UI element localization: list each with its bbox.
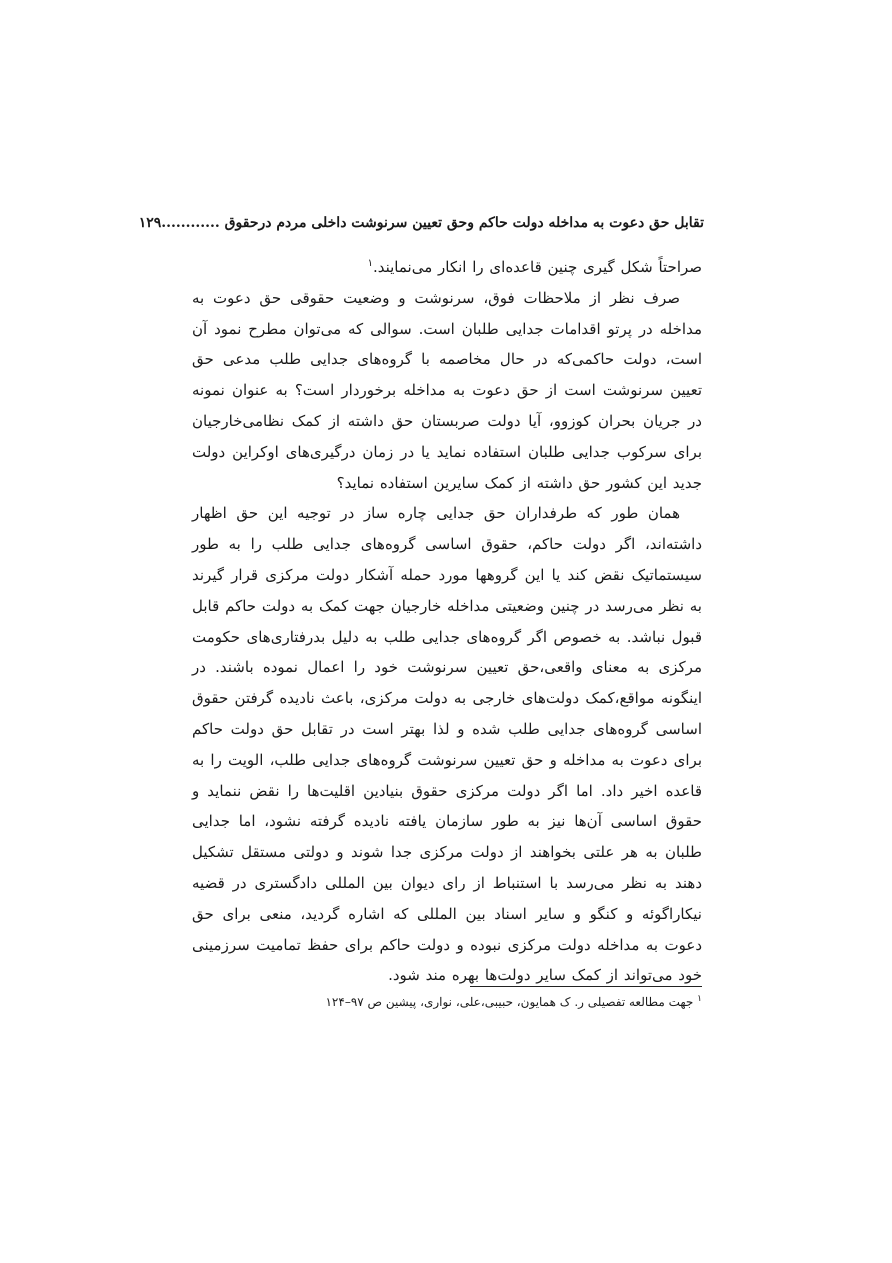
paragraph-3: همان طور که طرفداران حق جدایی چاره ساز در توجیه این حق اظهار داشته‌اند، اگر دولت حاکم، حقوق اساسی گروه‌های جدایی طلب را به طور سیستماتیک نقض کند یا این گروهها مورد حمله آشکار دولت مرکزی قرار گیرند به نظر می‌رسد در چنین وضعیتی مداخله خارجیان جهت کمک به دولت حاکم قابل قبول نباشد. به خصوص اگر گروه‌های جدایی طلب به دلیل بدرفتاری‌های حکومت مرکزی به معنای واقعی،حق تعیین سرنوشت خود را اعمال نموده باشند. در اینگونه مواقع،کمک دولت‌های خارجی به دولت مرکزی، باعث نادیده گرفتن حقوق اساسی گروه‌های جدایی طلب شده و لذا بهتر است در تقابل حق دولت حاکم برای دعوت به مداخله و حق تعیین سرنوشت گروه‌های جدایی طلب، الویت را به قاعده اخیر داد. اما اگر دولت مرکزی حقوق بنیادین اقلیت‌ها را نقض ننماید و حقوق اساسی آن‌ها نیز به طور سازمان یافته نادیده گرفته نشود، اما جدایی طلبان به هر علتی بخواهند از دولت مرکزی جدا شوند و دولتی مستقل تشکیل دهند به نظر می‌رسد با استنباط از رای دیوان بین المللی دادگستری در قضیه نیکاراگوئه و کنگو و سایر اسناد بین المللی که اشاره گردید، منعی برای حق دعوت به مداخله دولت مرکزی نبوده و دولت حاکم برای حفظ تمامیت سرزمینی خود می‌تواند از کمک سایر دولت‌ها بهره مند شود. (192, 504, 702, 985)
footnote-text: جهت مطالعه تفصیلی ر. ک همایون، حبیبی،علی، نواری، پیشین ص ۹۷–۱۲۴ (325, 995, 694, 1009)
footnote-separator (470, 986, 702, 987)
footnote (192, 993, 702, 1011)
running-header (138, 212, 704, 234)
body-text (192, 252, 702, 991)
paragraph-1-text: صراحتاً شکل گیری چنین قاعده‌ای را انکار می‌نمایند. (372, 258, 702, 276)
running-header-title: تقابل حق دعوت به مداخله دولت حاکم وحق تعیین سرنوشت داخلی مردم درحقوق ............۱۲۹ (138, 215, 704, 231)
footnote-number: ۱ (697, 994, 702, 1004)
paragraph-2: صرف نظر از ملاحظات فوق، سرنوشت و وضعیت حقوقی حق دعوت به مداخله در پرتو اقدامات جدایی طلبان است. سوالی که می‌توان مطرح نمود آن است، دولت حاکمی‌که در حال مخاصمه با گروه‌های جدایی طلب مدعی حق تعیین سرنوشت است از حق دعوت به مداخله برخوردار است؟ به عنوان نمونه در جریان بحران کوزوو، آیا دولت صربستان حق داشته از کمک نظامی‌خارجیان برای سرکوب جدایی طلبان استفاده نماید یا در زمان درگیری‌های اوکراین دولت جدید این کشور حق داشته از کمک سایرین استفاده نماید؟ (192, 288, 702, 492)
footnote-reference-mark[interactable]: ۱ (367, 258, 373, 269)
paragraph-1 (192, 252, 702, 283)
